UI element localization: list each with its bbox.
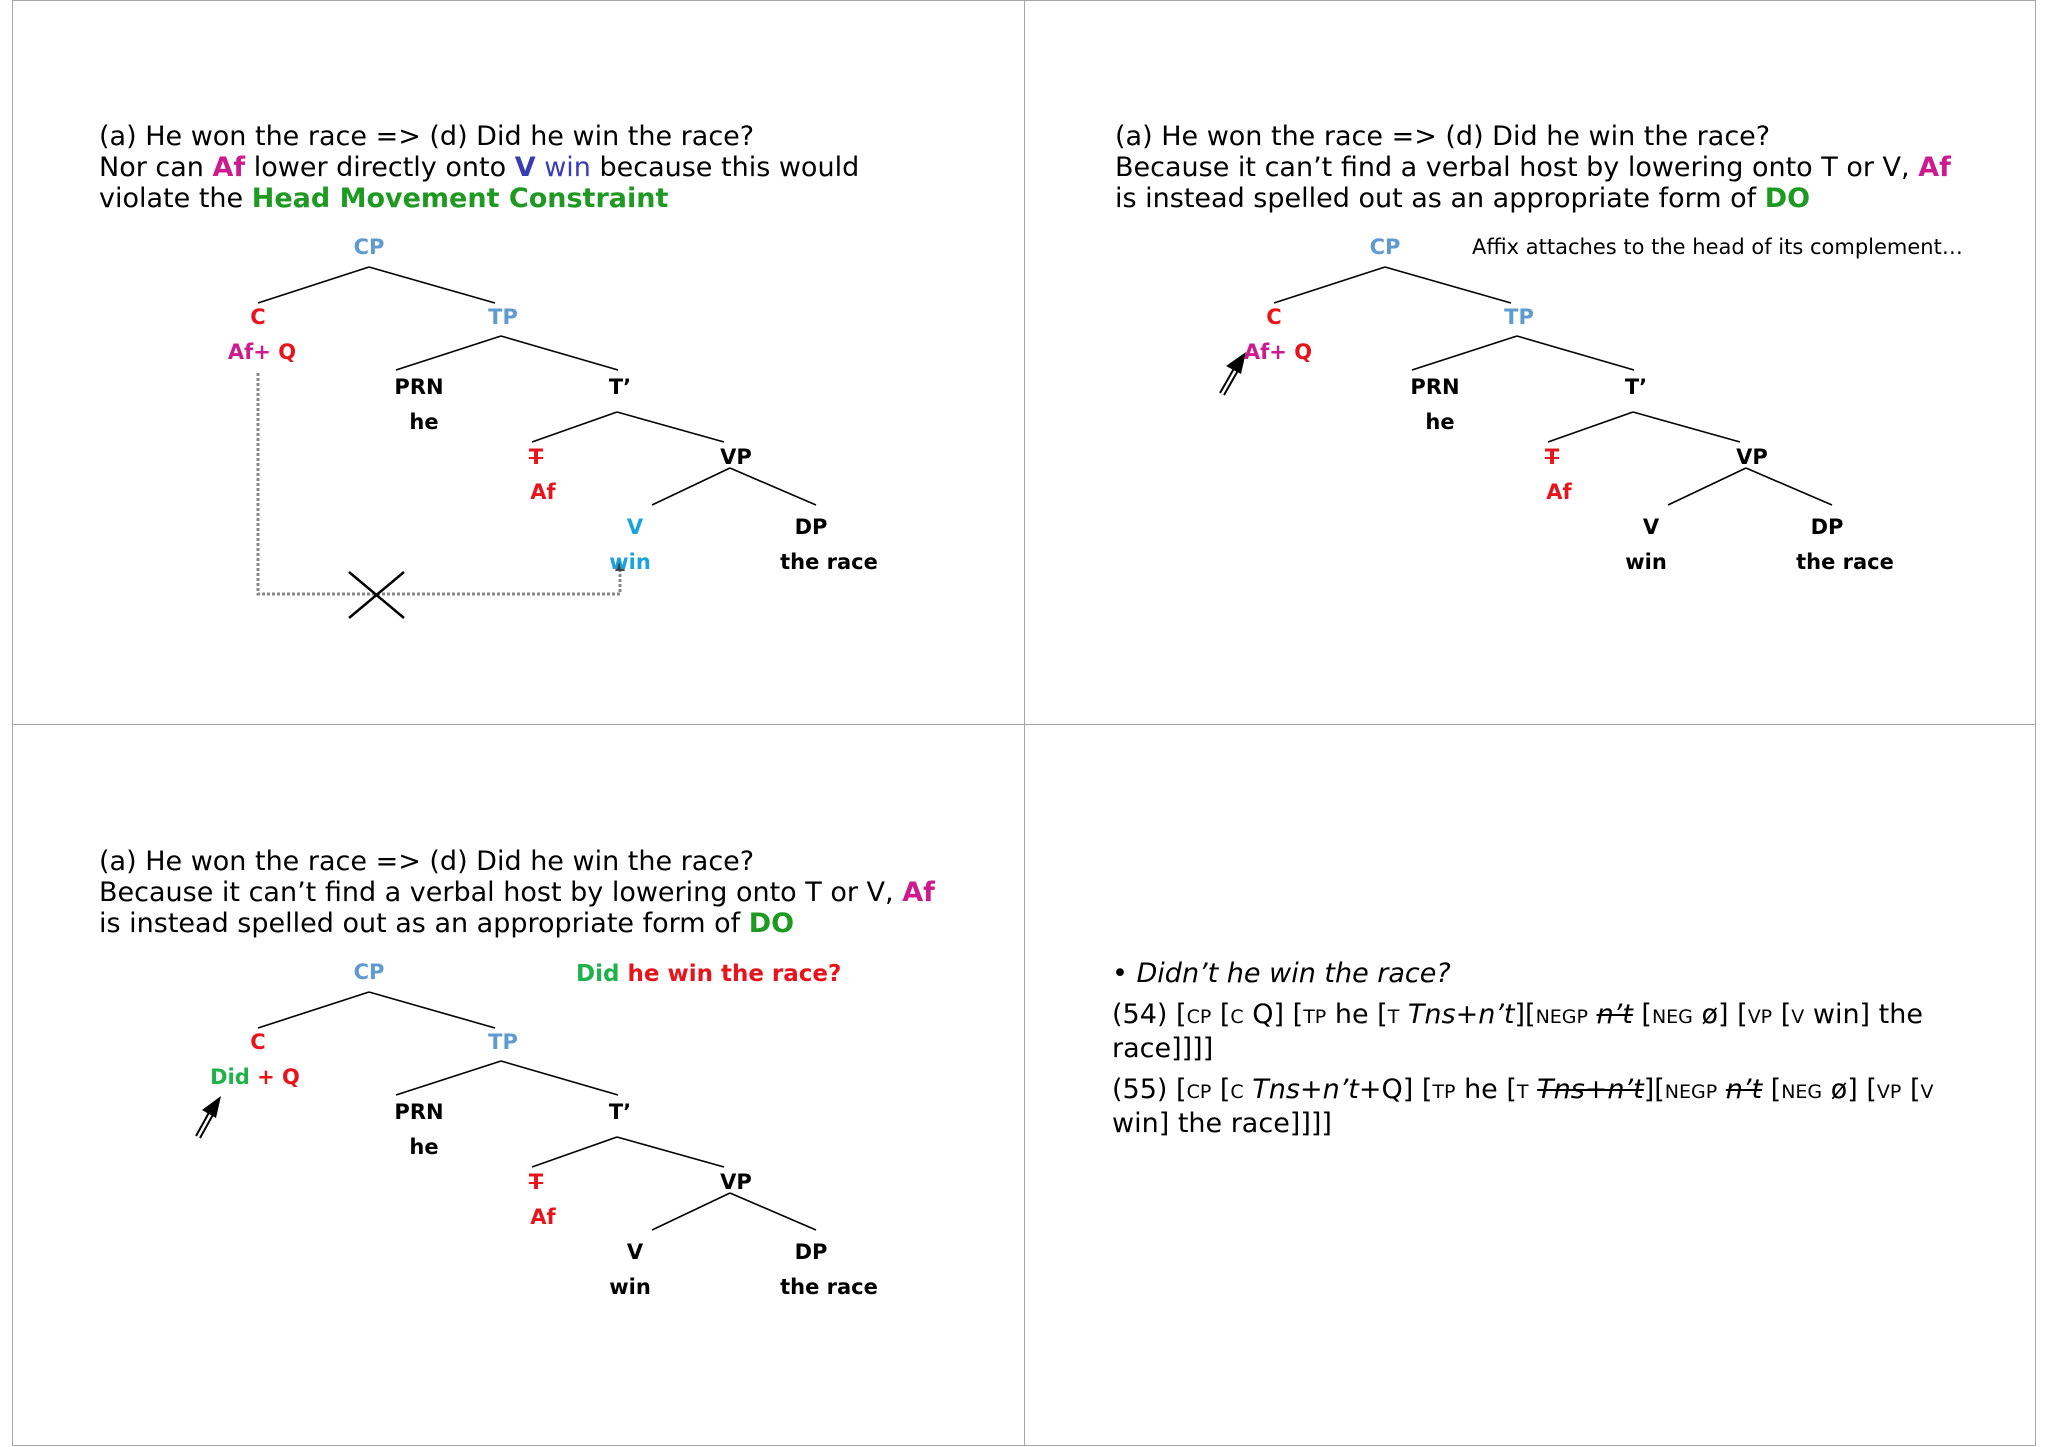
panel3-line1: (a) He won the race => (d) Did he win the race? [99,846,755,877]
label: VP [1747,1006,1773,1028]
t-node-struck: T [1544,445,1560,469]
text: ][ [1643,1074,1665,1105]
t-affix: Af [530,480,556,504]
text: is instead spelled out as an appropriate form of [99,908,749,939]
af-label: Af [1243,340,1270,364]
label: CP [1186,1081,1212,1103]
q-label: Q [278,340,297,364]
the-race-phrase: the race [1796,550,1894,574]
t-node-struck: T [528,1170,544,1194]
dp-node: DP [794,1240,828,1264]
text: Nor can [99,152,213,183]
text: Because it can’t find a verbal host by lowering onto T or V, [99,877,903,908]
struck-nt: n’t [1725,1074,1763,1105]
tense-form: Tns+n’t [1252,1074,1359,1105]
text: ø] [ [1692,999,1748,1030]
t-affix: Af [530,1205,556,1229]
v-node: V [626,515,644,539]
he-word: he [409,410,439,434]
c-content [210,1065,300,1089]
v-node: V [1642,515,1660,539]
tp-node: TP [488,305,518,329]
bullet-sentence: Didn’t he win the race? [1136,958,1451,989]
tp-node: TP [1504,305,1534,329]
label: NEGP [1535,1006,1588,1028]
af-label: Af [902,877,935,908]
prn-node: PRN [394,375,444,399]
do-label: DO [748,908,795,939]
label: T [1387,1006,1400,1028]
label: TP [1432,1081,1456,1103]
cp-node: CP [353,235,385,259]
label: CP [1186,1006,1212,1028]
af-label: Af [212,152,246,183]
v-node: V [626,1240,644,1264]
he-word: he [1425,410,1455,434]
text: he [ [1326,999,1388,1030]
plus-sign: + [253,340,271,364]
text: [ [1762,1074,1782,1105]
text: [ [1632,999,1652,1030]
win-word: win [609,1275,651,1299]
label: NEG [1651,1006,1693,1028]
label: V [1920,1081,1934,1103]
hmc-label: Head Movement Constraint [251,183,669,214]
text [1399,999,1408,1030]
text: violate the [99,183,252,214]
text: Because it can’t find a verbal host by lowering onto T or V, [1115,152,1919,183]
text: is instead spelled out as an appropriate form of [1115,183,1765,214]
c-node: C [1266,305,1282,329]
t-affix: Af [1546,480,1572,504]
do-label: DO [1764,183,1811,214]
the-race-phrase: the race [780,550,878,574]
text: [ [1176,1074,1187,1105]
cp-node: CP [353,960,385,984]
text: [ [1176,999,1187,1030]
dp-node: DP [794,515,828,539]
af-label: Af [227,340,254,364]
struck-tense-form: Tns+n’t [1537,1074,1644,1105]
prn-node: PRN [394,1100,444,1124]
tp-node: TP [488,1030,518,1054]
panel2-line1: (a) He won the race => (d) Did he win the race? [1115,121,1771,152]
v-label: V [514,152,536,183]
vp-node: VP [720,1170,752,1194]
plus-sign: + [1269,340,1287,364]
text: [ [1772,999,1792,1030]
text: [ [1211,1074,1231,1105]
label: V [1791,1006,1805,1028]
tbar-node: T’ [608,375,632,399]
panel4-examples [1112,958,1972,1149]
text: (55) [1112,1074,1177,1105]
example-55 [1112,1074,1972,1139]
text: (54) [1112,999,1177,1030]
label: C [1230,1006,1244,1028]
bullet-item: • Didn’t he win the race? [1112,958,1451,989]
text [1717,1074,1726,1105]
win-word: win [1625,550,1667,574]
text: [ [1211,999,1231,1030]
text [1529,1074,1538,1105]
q-label: Q [282,1065,300,1089]
af-label: Af [1918,152,1951,183]
vp-node: VP [720,445,752,469]
text [1588,999,1597,1030]
the-race-phrase: the race [780,1275,878,1299]
text: [ [1901,1074,1921,1105]
win-word: win [609,550,651,574]
c-node: C [250,305,266,329]
label: TP [1303,1006,1327,1028]
note-rest: he win the race? [619,961,842,987]
tense-form: Tns+n’t [1407,999,1515,1030]
label: NEGP [1664,1081,1718,1103]
t-node-struck: T [528,445,544,469]
affix-attach-note: Affix attaches to the head of its complement… [1472,235,1963,259]
cp-node: CP [1369,235,1401,259]
label: C [1230,1081,1244,1103]
text: ][ [1514,999,1536,1030]
prn-node: PRN [1410,375,1460,399]
text: win] the race]]]] [1112,999,1923,1064]
text: win] the race]]]] [1112,1108,1332,1139]
text: because this would [590,152,860,183]
plus-sign: + [257,1065,275,1089]
label: NEG [1781,1081,1823,1103]
text: ø] [ [1822,1074,1877,1105]
panel1-line1: (a) He won the race => (d) Did he win the race? [99,121,755,152]
text: +Q] [ [1358,1074,1433,1105]
text: he [ [1455,1074,1517,1105]
label: VP [1876,1081,1902,1103]
did-label: Did [210,1065,250,1089]
text: Q] [ [1243,999,1304,1030]
c-node: C [250,1030,266,1054]
up-arrow-icon [196,1096,221,1138]
q-label: Q [1294,340,1313,364]
tbar-node: T’ [1624,375,1648,399]
tbar-node: T’ [608,1100,632,1124]
text [1244,1074,1253,1105]
did-word: Did [576,961,620,987]
he-word: he [409,1135,439,1159]
label: T [1516,1081,1529,1103]
dp-node: DP [1810,515,1844,539]
vp-node: VP [1736,445,1768,469]
struck-nt: n’t [1596,999,1633,1030]
text: lower directly onto [245,152,515,183]
example-54 [1112,999,1972,1064]
win-label: win [544,152,591,183]
